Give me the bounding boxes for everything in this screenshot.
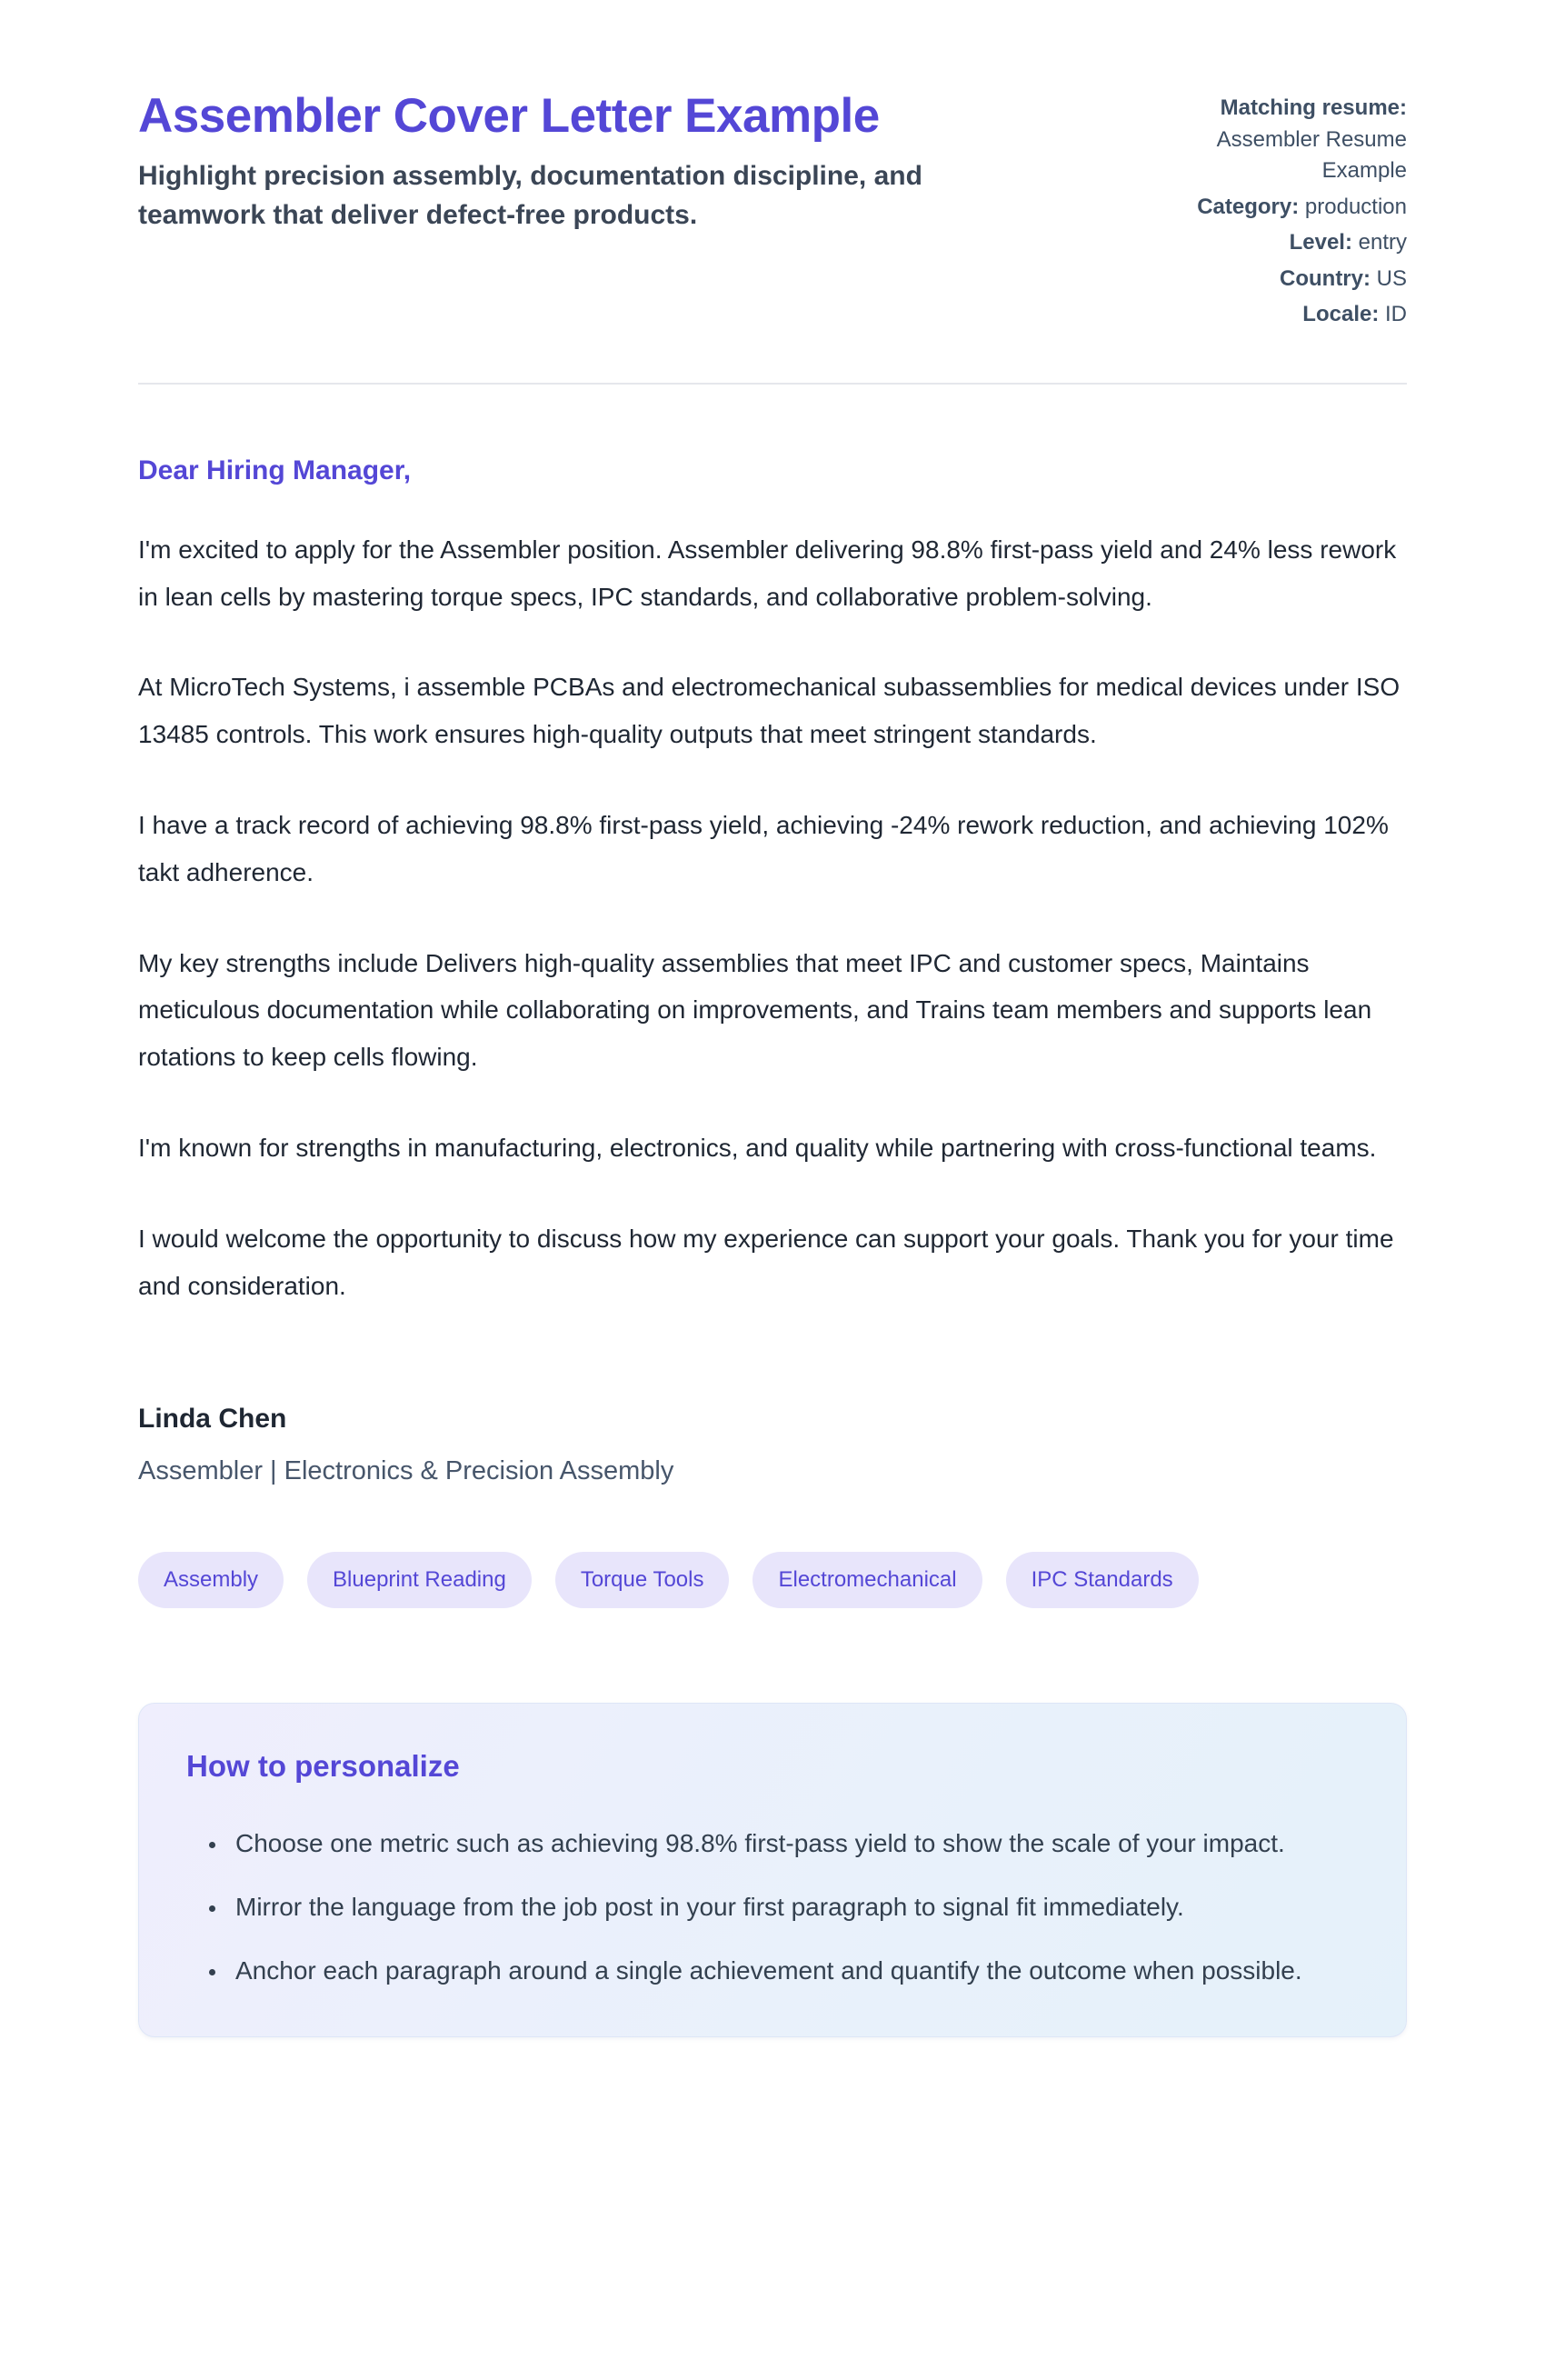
meta-country xyxy=(1143,264,1407,295)
skill-tag-ipc-standards: IPC Standards xyxy=(1006,1552,1199,1608)
meta-country-label: Country: xyxy=(1280,265,1371,291)
meta-level-label: Level: xyxy=(1289,230,1352,255)
meta-matching-resume xyxy=(1143,93,1407,187)
meta-country-value: US xyxy=(1376,265,1407,291)
header-title-block xyxy=(138,89,1092,235)
meta-locale-value: ID xyxy=(1385,302,1407,327)
meta-level-value: entry xyxy=(1358,230,1407,255)
skill-tags xyxy=(138,1552,1407,1608)
tip-box-title: How to personalize xyxy=(186,1749,460,1784)
how-to-personalize-box xyxy=(138,1703,1407,2036)
tip-item-2: • Mirror the language from the job post in your first paragraph to signal fit immediately. xyxy=(228,1884,1359,1931)
signature-role: Assembler | Electronics & Precision Assembly xyxy=(138,1456,674,1486)
meta-matching-resume-label: Matching resume: xyxy=(1220,95,1407,120)
letter-paragraph-3: I have a track record of achieving 98.8% first-pass yield, achieving -24% rework reduction, and achieving 102% takt adherence. xyxy=(138,811,1389,886)
meta-locale xyxy=(1143,299,1407,331)
meta-category-value: production xyxy=(1304,194,1407,219)
letter-paragraph-5: I'm known for strengths in manufacturing, electronics, and quality while partnering with cross-functional teams. xyxy=(138,1134,1377,1162)
header-divider xyxy=(138,383,1407,385)
tip-item-1: • Choose one metric such as achieving 98.8% first-pass yield to show the scale of your impact. xyxy=(228,1820,1359,1867)
salutation: Dear Hiring Manager, xyxy=(138,455,412,485)
meta-matching-resume-value: Assembler Resume Example xyxy=(1216,126,1407,184)
meta-category xyxy=(1143,192,1407,224)
page-subtitle: Highlight precision assembly, documentation discipline, and teamwork that deliver defect-free products. xyxy=(138,160,922,230)
page-header xyxy=(138,89,1407,335)
meta-category-label: Category: xyxy=(1197,194,1300,219)
skill-tag-assembly: Assembly xyxy=(138,1552,284,1608)
letter-paragraph-1: I'm excited to apply for the Assembler position. Assembler delivering 98.8% first-pass yield and 24% less rework in lean cells by mastering torque specs, IPC standards, and collaborative problem-solving. xyxy=(138,535,1397,611)
tip-item-3: • Anchor each paragraph around a single achievement and quantify the outcome when possible. xyxy=(228,1947,1359,1995)
letter-paragraph-6: I would welcome the opportunity to discuss how my experience can support your goals. Thank you for your time and consideration. xyxy=(138,1224,1394,1300)
resume-meta-panel xyxy=(1143,89,1407,335)
skill-tag-torque-tools: Torque Tools xyxy=(555,1552,730,1608)
meta-locale-label: Locale: xyxy=(1302,302,1380,327)
page-title: Assembler Cover Letter Example xyxy=(138,89,880,143)
tip-list xyxy=(186,1820,1359,1994)
letter-paragraph-2: At MicroTech Systems, i assemble PCBAs and electromechanical subassemblies for medical devices under ISO 13485 controls. This work ensures high-quality outputs that meet stringent standards. xyxy=(138,673,1400,749)
letter-paragraph-4: My key strengths include Delivers high-quality assemblies that meet IPC and customer specs, Maintains meticulous documentation while collaborating on improvements, and Trains team members and supports lean rotations to keep cells flowing. xyxy=(138,948,1372,1072)
skill-tag-electromechanical: Electromechanical xyxy=(753,1552,982,1608)
cover-letter-body xyxy=(138,455,1407,1487)
meta-level xyxy=(1143,227,1407,259)
skill-tag-blueprint-reading: Blueprint Reading xyxy=(307,1552,532,1608)
signature-name: Linda Chen xyxy=(138,1404,287,1435)
